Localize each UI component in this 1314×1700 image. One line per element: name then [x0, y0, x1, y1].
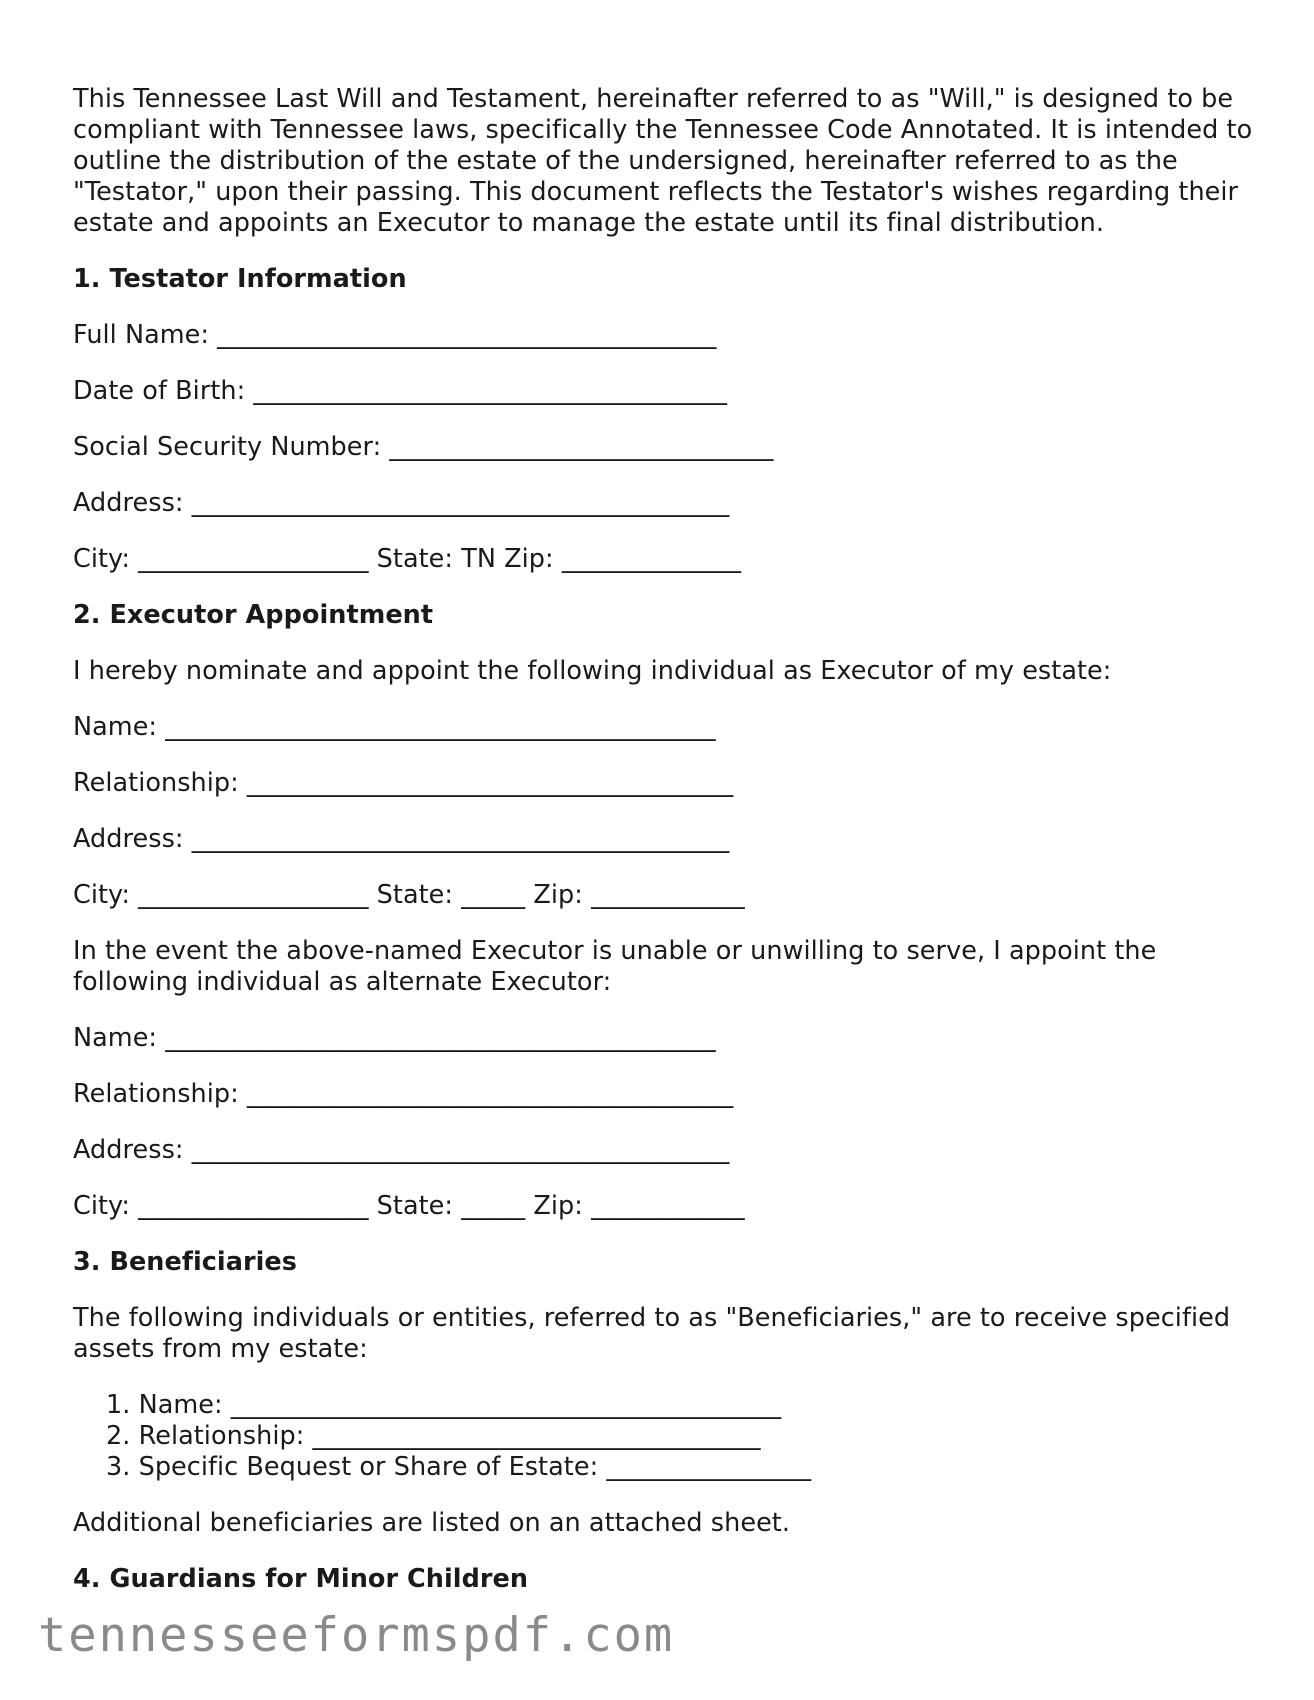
section-heading-testator: 1. Testator Information — [73, 264, 407, 294]
watermark: tennesseeformspdf.com — [38, 1608, 675, 1663]
intro-paragraph: This Tennessee Last Will and Testament, hereinafter referred to as "Will," is designed to be compliant with Tennessee laws, specifically the Tennessee Code Annotated. It is intended to outline the distribution of the estate of the undersigned, hereinafter referred to as the "Testator," upon their passing. This document reflects the Testator's wishes regarding their estate and appoints an Executor to manage the estate until its final distribution. — [73, 84, 1253, 238]
executor-name-field: Name: ___________________________________________ — [73, 712, 716, 742]
testator-full-name-field: Full Name: _______________________________________ — [73, 320, 717, 350]
executor-relationship-field: Relationship: ______________________________________ — [73, 768, 734, 798]
beneficiary-list — [73, 1390, 1253, 1483]
section-heading-beneficiaries: 3. Beneficiaries — [73, 1247, 297, 1277]
testator-city-state-zip-field: City: __________________ State: TN Zip: ______________ — [73, 544, 742, 574]
executor-nominate-text: I hereby nominate and appoint the following individual as Executor of my estate: — [73, 656, 1112, 686]
section-heading-executor: 2. Executor Appointment — [73, 600, 434, 630]
executor-city-state-zip-field: City: __________________ State: _____ Zip: ____________ — [73, 880, 745, 910]
alternate-executor-text: In the event the above-named Executor is unable or unwilling to serve, I appoint the following individual as alternate Executor: — [73, 936, 1157, 997]
will-document — [73, 84, 1253, 1620]
testator-ssn-field: Social Security Number: ______________________________ — [73, 432, 774, 462]
alternate-executor-relationship-field: Relationship: ______________________________________ — [73, 1079, 734, 1109]
alternate-executor-address-field: Address: __________________________________________ — [73, 1135, 730, 1165]
beneficiary-bequest-item: 3. Specific Bequest or Share of Estate: ________________ — [106, 1452, 812, 1482]
alternate-executor-name-field: Name: ___________________________________________ — [73, 1023, 716, 1053]
alternate-executor-city-state-zip-field: City: __________________ State: _____ Zip: ____________ — [73, 1191, 745, 1221]
testator-address-field: Address: __________________________________________ — [73, 488, 730, 518]
section-heading-guardians: 4. Guardians for Minor Children — [73, 1564, 529, 1594]
executor-address-field: Address: __________________________________________ — [73, 824, 730, 854]
beneficiaries-intro-text: The following individuals or entities, referred to as "Beneficiaries," are to receive specified assets from my estate: — [73, 1303, 1231, 1364]
additional-beneficiaries-text: Additional beneficiaries are listed on an attached sheet. — [73, 1508, 791, 1538]
beneficiary-relationship-item: 2. Relationship: ___________________________________ — [106, 1421, 761, 1451]
testator-dob-field: Date of Birth: _____________________________________ — [73, 376, 728, 406]
beneficiary-name-item: 1. Name: ___________________________________________ — [106, 1390, 782, 1420]
